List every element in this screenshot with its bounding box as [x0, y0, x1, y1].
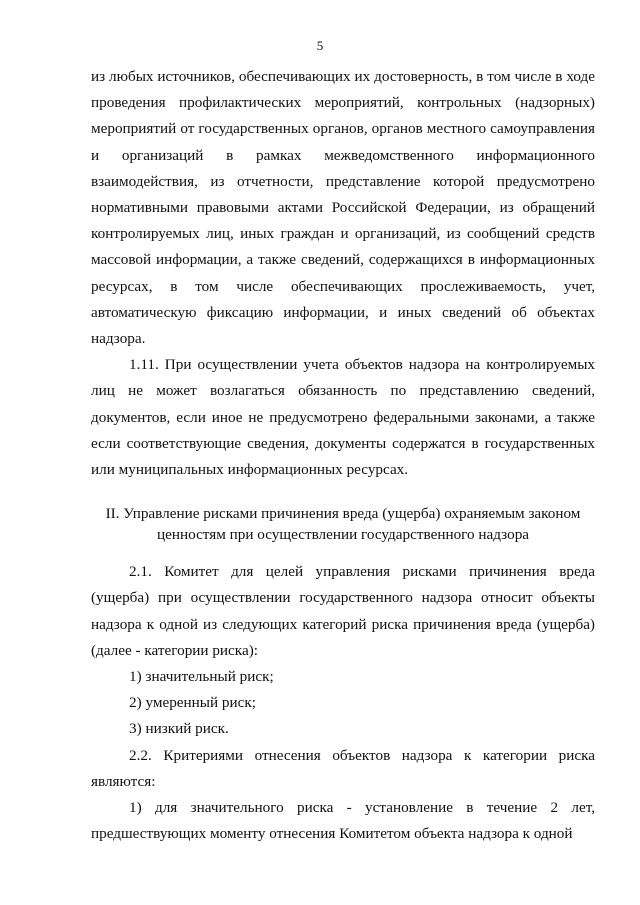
list-item-moderate-risk: 2) умеренный риск; — [129, 694, 256, 712]
paragraph-2-1: 2.1. Комитет для целей управления рисками причинения вреда (ущерба) при осуществлении государственного надзора относит объекты надзора к одной из следующих категорий риска причинения вреда (ущерба) (далее - категории риска): — [91, 563, 595, 659]
document-body — [91, 64, 595, 847]
section-heading-line-1: II. Управление рисками причинения вреда (ущерба) охраняемым законом — [105, 505, 581, 523]
paragraph-1-11: 1.11. При осуществлении учета объектов надзора на контролируемых лиц не может возлагаться обязанность по представлению сведений, документов, если иное не предусмотрено федеральными законами, а также если соответствующие сведения, документы содержатся в государственных или муниципальных информационных ресурсах. — [91, 356, 595, 479]
list-item-significant-risk: 1) значительный риск; — [129, 668, 274, 686]
paragraph-sources: из любых источников, обеспечивающих их достоверность, в том числе в ходе проведения профилактических мероприятий, контрольных (надзорных) мероприятий от государственных органов, органов местного самоуправления и организаций в рамках межведомственного информационного взаимодействия, из отчетности, представление которой предусмотрено нормативными правовыми актами Российской Федерации, из обращений контролируемых лиц, иных граждан и организаций, из сообщений средств массовой информации, а также сведений, содержащихся в информационных ресурсах, в том числе обеспечивающих прослеживаемость, учет, автоматическую фиксацию информации, и иных сведений об объектах надзора. — [91, 68, 595, 348]
list-item-low-risk: 3) низкий риск. — [129, 720, 229, 738]
paragraph-2-2: 2.2. Критериями отнесения объектов надзора к категории риска являются: — [91, 746, 595, 790]
page-number: 5 — [316, 38, 324, 53]
section-heading-line-2: ценностям при осуществлении государственного надзора — [156, 526, 530, 544]
section-heading — [91, 503, 595, 545]
paragraph-criteria-significant: 1) для значительного риска - установление в течение 2 лет, предшествующих моменту отнесения Комитетом объекта надзора к одной — [91, 799, 595, 843]
